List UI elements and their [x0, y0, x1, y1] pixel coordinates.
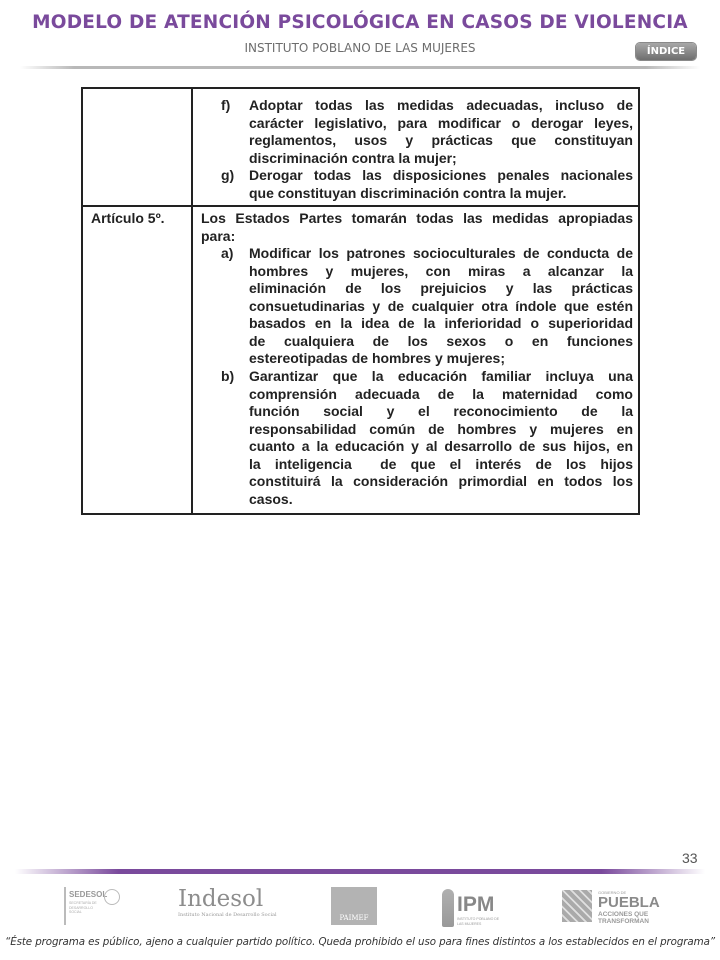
puebla-logo-sub-1: ACCIONES QUE — [598, 911, 649, 918]
list-item-b-line-2: comprensión adecuada de la maternidad como — [249, 385, 633, 402]
page-title: MODELO DE ATENCIÓN PSICOLÓGICA EN CASOS DE VIOLENCIA — [32, 12, 688, 33]
puebla-logo — [562, 888, 658, 926]
list-item-f-line-2: carácter legislativo, para modificar o derogar leyes, — [249, 114, 633, 131]
list-marker-f: f) — [221, 97, 231, 113]
list-item-a-line-3: eliminación de los prejuicios y las prácticas — [249, 280, 633, 296]
footer-divider — [15, 869, 705, 874]
list-marker-g: g) — [221, 167, 235, 183]
list-item-f-line-1: Adoptar todas las medidas adecuadas, incluso de — [249, 97, 633, 113]
list-item-g-line-2: que constituyan discriminación contra la mujer. — [249, 184, 567, 201]
article-label: Artículo 5º. — [91, 210, 165, 226]
puebla-logo-sub — [598, 911, 649, 925]
list-marker-b: b) — [221, 368, 235, 384]
list-item-a-line-7: estereotipadas de hombres y mujeres; — [249, 350, 505, 366]
sedesol-logo — [64, 887, 120, 925]
article-intro-line-2: para: — [201, 227, 236, 244]
puebla-logo-sub-2: TRANSFORMAN — [598, 918, 649, 925]
ipm-logo-name: IPM — [457, 893, 495, 916]
index-button[interactable]: ÍNDICE — [636, 43, 696, 60]
list-item-b-line-4: responsabilidad común de hombres y mujeres en — [249, 420, 633, 437]
institution-subtitle: INSTITUTO POBLANO DE LAS MUJERES — [244, 41, 476, 55]
list-item-a-line-2: hombres y mujeres, con miras a alcanzar la — [249, 262, 633, 279]
puebla-logo-top: GOBIERNO DE — [598, 890, 627, 895]
list-item-f-line-3: reglamentos, usos y prácticas que constituyan — [249, 132, 633, 148]
list-item-a-line-4: consuetudinarias y de cualquier otra índole que estén — [249, 297, 633, 314]
sedesol-logo-sub: SECRETARÍA DE DESARROLLO SOCIAL — [69, 901, 97, 914]
list-item-b-line-1: Garantizar que la educación familiar incluya una — [249, 368, 633, 384]
table-column-divider — [191, 89, 193, 513]
indesol-logo-name: Indesol — [178, 886, 264, 912]
list-item-b-line-7: constituirá la consideración primordial en todos los — [249, 473, 633, 489]
sedesol-logo-name: SEDESOL — [69, 890, 108, 899]
woman-figure-icon — [442, 889, 454, 927]
list-item-b-line-8: casos. — [249, 490, 293, 507]
ipm-logo — [440, 889, 502, 929]
paimef-logo — [331, 887, 377, 925]
program-disclaimer: “Éste programa es público, ajeno a cualquier partido político. Queda prohibido el uso para fines distintos a los establecidos en el programa” — [4, 936, 716, 948]
puebla-mark-icon — [562, 890, 592, 922]
list-item-b-line-5: cuanto a la educación y al desarrollo de sus hijos, en — [249, 438, 633, 454]
convention-articles-table — [81, 87, 640, 515]
list-item-b-line-6: la inteligencia de que el interés de los hijos — [249, 455, 633, 472]
mexico-seal-icon — [104, 889, 120, 905]
indesol-logo — [178, 886, 277, 918]
page-number: 33 — [682, 850, 698, 866]
puebla-logo-name: PUEBLA — [598, 894, 660, 911]
ipm-logo-sub: INSTITUTO POBLANO DE LAS MUJERES — [457, 917, 500, 926]
list-item-b-line-3: función social y el reconocimiento de la — [249, 403, 633, 419]
list-marker-a: a) — [221, 245, 234, 261]
list-item-a-line-6: de cualquiera de los sexos o en funciones — [249, 332, 633, 349]
indesol-logo-sub: Instituto Nacional de Desarrollo Social — [178, 912, 277, 918]
list-item-g-line-1: Derogar todas las disposiciones penales nacionales — [249, 167, 633, 183]
list-item-f-line-4: discriminación contra la mujer; — [249, 149, 457, 166]
paimef-logo-name: PAIMEF — [339, 914, 369, 922]
list-item-a-line-1: Modificar los patrones socioculturales de conducta de — [249, 245, 633, 261]
table-row-divider — [83, 205, 638, 207]
list-item-a-line-5: basados en la idea de la inferioridad o superioridad — [249, 315, 633, 331]
header-divider — [20, 66, 700, 69]
article-intro-line-1: Los Estados Partes tomarán todas las medidas apropiadas — [201, 210, 633, 226]
